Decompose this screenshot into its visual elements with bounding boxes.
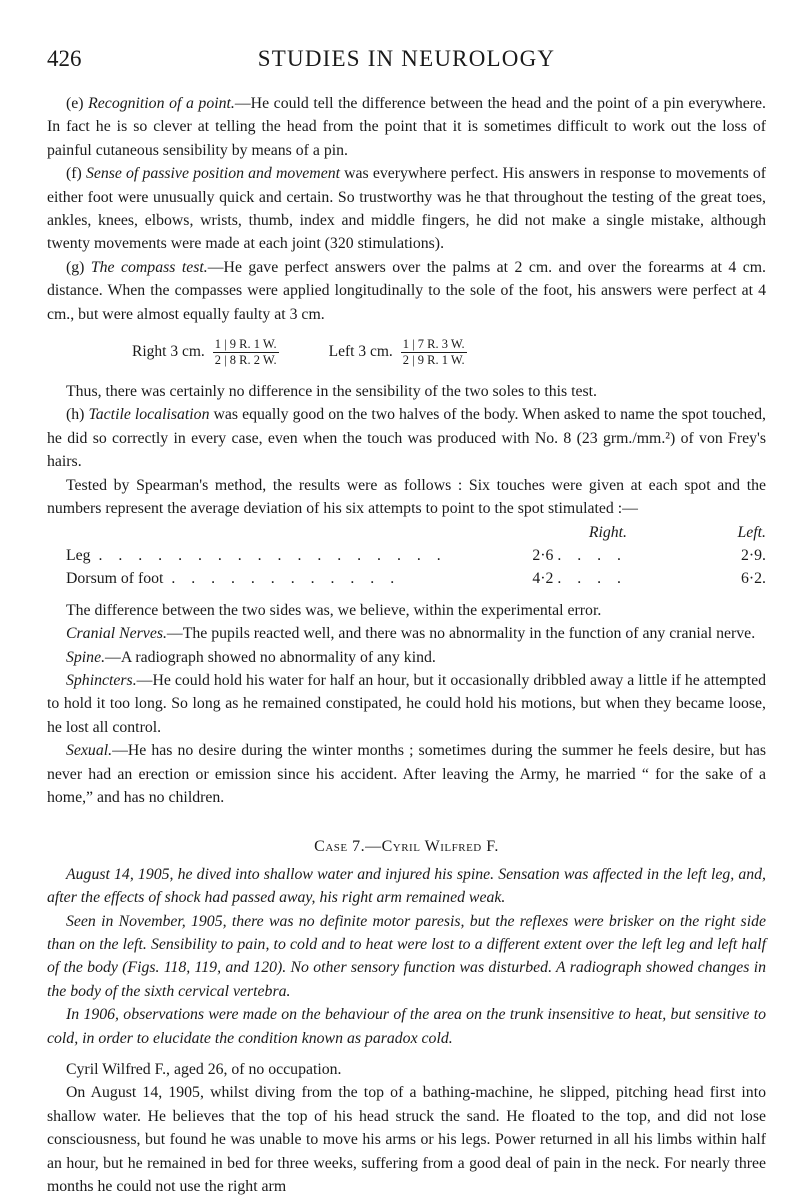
localisation-table	[47, 521, 766, 591]
leader-dots: . . . . . . . . . . . .	[171, 570, 401, 588]
paragraph-heading: Spine.	[66, 648, 106, 666]
case-summary-paragraph: In 1906, observations were made on the behaviour of the area on the trunk insensitive to heat, but sensitive to cold, in order to elucidate the condition known as paradox cold.	[47, 1006, 766, 1047]
paragraph-heading: Sphincters.	[66, 671, 137, 689]
value-right: 4·2	[532, 570, 554, 588]
paragraph-heading: The compass test.	[90, 258, 208, 276]
paragraph-sexual: Sexual.—He has no desire during the winter months ; sometimes during the summer he feels desire, but has never had an erection or emission since his accident. After leaving the Army, he married “ for the sake of a home,” and has no children.	[47, 742, 766, 806]
compass-label: Left 3 cm.	[328, 343, 393, 361]
paragraph-sphincters: Sphincters.—He could hold his water for half an hour, but it occasionally dribbled away a little if he attempted to hold it too long. So long as he remained constipated, he could hold his motions, but when they became loose, he lost all control.	[47, 671, 766, 736]
paragraph-heading: Recognition of a point.	[88, 95, 235, 112]
paragraph-heading: Sense of passive position and movement	[85, 165, 340, 183]
compass-label: Right 3 cm.	[132, 343, 205, 361]
page-header	[47, 46, 766, 76]
compass-result-left	[329, 337, 467, 368]
table-row: Leg . . . . . . . . . . . . . . . . . . 2·6 . . . . 2·9.	[47, 544, 766, 567]
column-header-right: Right.	[588, 523, 627, 541]
paragraph-compass-test: (g) The compass test.—He gave perfect answers over the palms at 2 cm. and over the forearms at 4 cm. distance. When the compasses were applied longitudinally to the sole of the foot, his answers were perfect at 4 cm., but were almost equally faulty at 3 cm.	[47, 258, 766, 323]
paragraph-tactile-localisation: (h) Tactile localisation was equally good on the two halves of the body. When asked to name the spot touched, he did so correctly in every case, even when the touch was produced with No. 8 (23 grm./mm.²) of von Frey's hairs.	[47, 406, 767, 471]
paragraph-spine: Spine.—A radiograph showed no abnormality of any kind.	[66, 648, 436, 666]
page-body	[47, 92, 766, 1198]
paragraph-thus: Thus, there was certainly no difference in the sensibility of the two soles to this test.	[66, 383, 597, 401]
value-right: 2·6	[532, 546, 554, 564]
compass-results	[47, 332, 766, 372]
column-header-left: Left.	[737, 523, 766, 541]
paragraph-heading: Sexual.	[66, 742, 113, 760]
case-heading: Case 7.—Cyril Wilfred F.	[314, 838, 499, 856]
paragraph-history: On August 14, 1905, whilst diving from the top of a bathing-machine, he slipped, pitching head first into shallow water. He believes that the top of his head struck the sand. He floated to the top, and did not lose consciousness, but found he was unable to move his arms or his legs. Power returned in all his limbs within half an hour, but he remained in bed for three weeks, suffering from a good deal of pain in the neck. For nearly three months he could not use the right arm	[47, 1084, 766, 1196]
compass-fraction: $\frac{1 | 9 R. 1 W.}{2 | 8 R. 2 W.}$	[214, 336, 277, 367]
paragraph-cranial-nerves: Cranial Nerves.—The pupils reacted well, and there was no abnormality in the function of any cranial nerve.	[66, 625, 756, 643]
value-left: 6·2.	[740, 570, 766, 588]
paragraph-spearman: Tested by Spearman's method, the results were as follows : Six touches were given at each spot and the numbers represent the average deviation of his six attempts to point to the spot stimulated :—	[47, 476, 766, 518]
paragraph-passive-position: (f) Sense of passive position and movement was everywhere perfect. His answers in response to movements of either foot were unusually quick and certain. So trustworthy was he that throughout the testing of the great toes, ankles, knees, elbows, wrists, thumb, index and middle fingers, he did not make a single mistake, although twenty movements were made at each joint (320 stimulations).	[47, 165, 767, 253]
paragraph-difference: The difference between the two sides was, we believe, within the experimental error.	[66, 601, 602, 619]
table-header-row	[47, 521, 766, 544]
compass-fraction: $\frac{1 | 7 R. 3 W.}{2 | 9 R. 1 W.}$	[402, 336, 465, 367]
paragraph-heading: Tactile localisation	[88, 406, 210, 424]
paragraph-patient-intro: Cyril Wilfred F., aged 26, of no occupation.	[66, 1061, 342, 1079]
case-summary-paragraph: August 14, 1905, he dived into shallow water and injured his spine. Sensation was affected in the left leg, and, after the effects of shock had passed away, his right arm remained weak.	[47, 865, 766, 907]
value-left: 2·9.	[740, 546, 766, 564]
row-label: Leg	[66, 546, 91, 564]
row-label: Dorsum of foot	[66, 570, 164, 588]
compass-result-right	[132, 337, 279, 368]
case-summary-paragraph: Seen in November, 1905, there was no definite motor paresis, but the reflexes were brisker on the right side than on the left. Sensibility to pain, to cold and to heat were lost to a different extent over the left leg and left half of the body (Figs. 118, 119, and 120). No other sensory function was disturbed. A radiograph showed changes in the body of the sixth cervical vertebra.	[47, 912, 766, 1000]
page-number: 426	[47, 46, 82, 71]
table-row: Dorsum of foot . . . . . . . . . . . . 4·2 . . . . 6·2.	[47, 567, 766, 590]
leader-dots: . . . . . . . . . . . . . . . . . .	[98, 546, 447, 564]
running-title: STUDIES IN NEUROLOGY	[257, 46, 556, 71]
paragraph-recognition-of-point: (e) Recognition of a point.—He could tell the difference between the head and the point of a pin everywhere. In fact he is so clever at telling the head from the point that it is sometimes difficult to work out the loss of painful cutaneous sensibility by means of a pin.	[47, 95, 766, 159]
paragraph-heading: Cranial Nerves.	[66, 625, 167, 643]
